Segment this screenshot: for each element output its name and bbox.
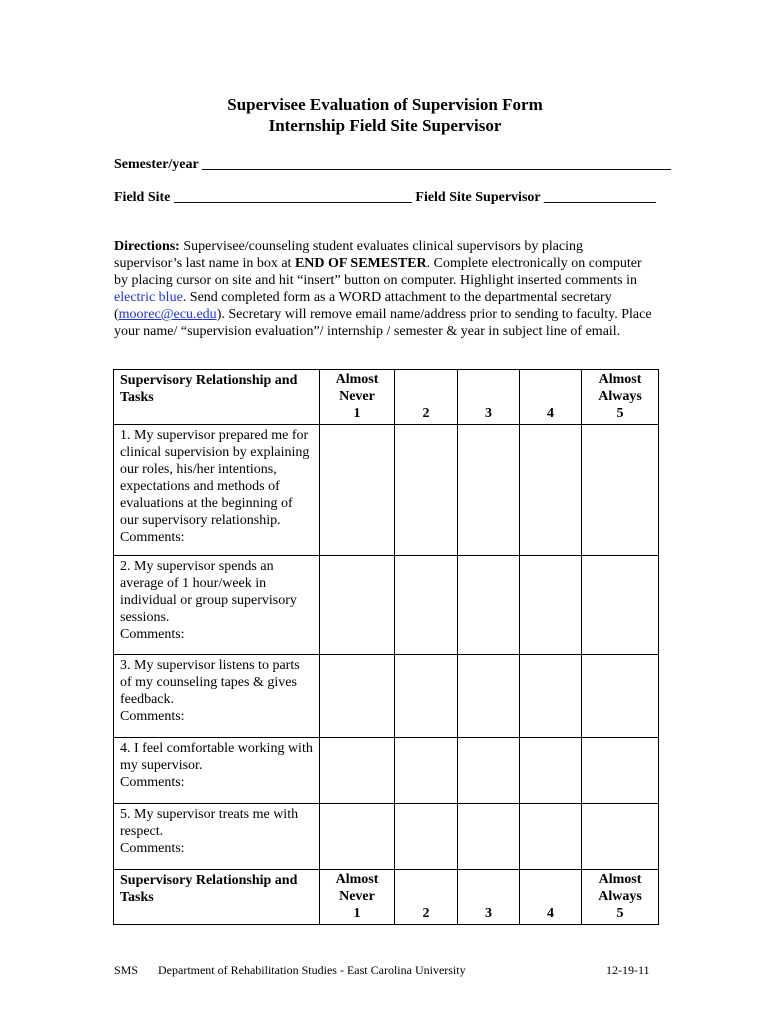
footer-header-col-3: 3 — [458, 870, 520, 925]
header-col-5-num: 5 — [616, 406, 624, 421]
item-3 — [114, 655, 320, 738]
header-col-1 — [320, 370, 395, 425]
footer-header-col-1-num: 1 — [353, 906, 361, 921]
item-3-comments: Comments: — [120, 709, 185, 724]
rating-cell[interactable] — [582, 556, 659, 655]
rating-cell[interactable] — [582, 804, 659, 870]
table-row — [114, 738, 659, 804]
directions-lead: Directions: — [114, 239, 180, 254]
item-4-comments: Comments: — [120, 775, 185, 790]
footer-department: Department of Rehabilitation Studies - East Carolina University — [158, 963, 466, 977]
item-1 — [114, 425, 320, 556]
rating-cell[interactable] — [395, 556, 458, 655]
rating-cell[interactable] — [582, 425, 659, 556]
directions-paragraph — [114, 238, 654, 340]
header-col-1-num: 1 — [353, 406, 361, 421]
rating-cell[interactable] — [320, 556, 395, 655]
rating-cell[interactable] — [582, 655, 659, 738]
rating-cell[interactable] — [582, 738, 659, 804]
table-footer-header-row — [114, 870, 659, 925]
footer-header-col-1-label: Almost Never — [335, 872, 379, 904]
rating-cell[interactable] — [520, 425, 582, 556]
rating-cell[interactable] — [395, 655, 458, 738]
header-col-3: 3 — [458, 370, 520, 425]
footer-header-col-5-label: Almost Always — [598, 872, 642, 904]
rating-cell[interactable] — [320, 804, 395, 870]
field-site-input-line[interactable]: __________________________________ — [173, 190, 412, 205]
supervisor-label: Field Site Supervisor — [415, 190, 541, 205]
item-3-text: 3. My supervisor listens to parts of my counseling tapes & gives feedback. — [120, 658, 300, 707]
footer-initials: SMS — [114, 963, 139, 977]
directions-text-3: . Send completed form as a WORD attachment to the departmental secretary ( — [114, 290, 612, 322]
item-4-text: 4. I feel comfortable working with my supervisor. — [120, 741, 313, 773]
header-col-4: 4 — [520, 370, 582, 425]
footer-date: 12-19-11 — [606, 963, 650, 977]
footer-header-col-1 — [320, 870, 395, 925]
rating-cell[interactable] — [520, 804, 582, 870]
header-col-1-label: Almost Never — [335, 372, 379, 404]
table-row — [114, 425, 659, 556]
form-title: Supervisee Evaluation of Supervision Form — [227, 95, 543, 114]
item-2-text: 2. My supervisor spends an average of 1 hour/week in individual or group supervisory sessions. — [120, 559, 297, 625]
footer-header-col-5 — [582, 870, 659, 925]
footer-header-label: Supervisory Relationship and Tasks — [114, 870, 320, 925]
item-5-comments: Comments: — [120, 841, 185, 856]
directions-emphasis: END OF SEMESTER — [294, 256, 427, 271]
supervisor-input-line[interactable]: ________________ — [543, 190, 656, 205]
table-row — [114, 556, 659, 655]
rating-cell[interactable] — [458, 425, 520, 556]
item-4 — [114, 738, 320, 804]
rating-cell[interactable] — [395, 738, 458, 804]
secretary-email-link[interactable]: moorec@ecu.edu — [118, 307, 217, 322]
header-col-2: 2 — [395, 370, 458, 425]
footer-header-col-2: 2 — [395, 870, 458, 925]
rating-cell[interactable] — [458, 804, 520, 870]
header-col-5 — [582, 370, 659, 425]
rating-cell[interactable] — [320, 655, 395, 738]
directions-text-2: . Complete electronically on computer by placing cursor on site and hit “insert” button on computer. Highlight inserted comments in — [114, 256, 642, 288]
item-5 — [114, 804, 320, 870]
rating-cell[interactable] — [458, 738, 520, 804]
rating-cell[interactable] — [395, 804, 458, 870]
evaluation-table — [113, 369, 659, 925]
footer-header-col-4: 4 — [520, 870, 582, 925]
semester-label: Semester/year — [114, 157, 199, 172]
directions-text-4: ). Secretary will remove email name/address prior to sending to faculty. Place your name/ “supervision evaluation”/ internship / semester & year in subject line of email. — [114, 307, 652, 339]
item-1-text: 1. My supervisor prepared me for clinical supervision by explaining our roles, his/her intentions, expectations and methods of evaluations at the beginning of our supervisory relationship. — [120, 428, 310, 528]
rating-cell[interactable] — [520, 738, 582, 804]
form-subtitle: Internship Field Site Supervisor — [268, 116, 502, 135]
header-col-5-label: Almost Always — [598, 372, 642, 404]
field-site-row — [114, 190, 656, 206]
item-1-comments: Comments: — [120, 530, 185, 545]
rating-cell[interactable] — [395, 425, 458, 556]
semester-input-line[interactable]: ___________________________________________________________________ — [201, 157, 671, 172]
rating-cell[interactable] — [520, 556, 582, 655]
table-header-row — [114, 370, 659, 425]
item-2-comments: Comments: — [120, 627, 185, 642]
rating-cell[interactable] — [320, 738, 395, 804]
rating-cell[interactable] — [520, 655, 582, 738]
header-label: Supervisory Relationship and Tasks — [114, 370, 320, 425]
rating-cell[interactable] — [458, 655, 520, 738]
item-5-text: 5. My supervisor treats me with respect. — [120, 807, 299, 839]
footer-header-col-5-num: 5 — [616, 906, 624, 921]
item-2 — [114, 556, 320, 655]
table-row — [114, 804, 659, 870]
field-site-label: Field Site — [114, 190, 171, 205]
rating-cell[interactable] — [458, 556, 520, 655]
directions-text-1: Supervisee/counseling student evaluates clinical supervisors by placing supervisor’s last name in box at — [114, 239, 584, 271]
rating-cell[interactable] — [320, 425, 395, 556]
directions-blue-text: electric blue — [114, 290, 183, 305]
table-row — [114, 655, 659, 738]
semester-field[interactable] — [114, 157, 671, 173]
